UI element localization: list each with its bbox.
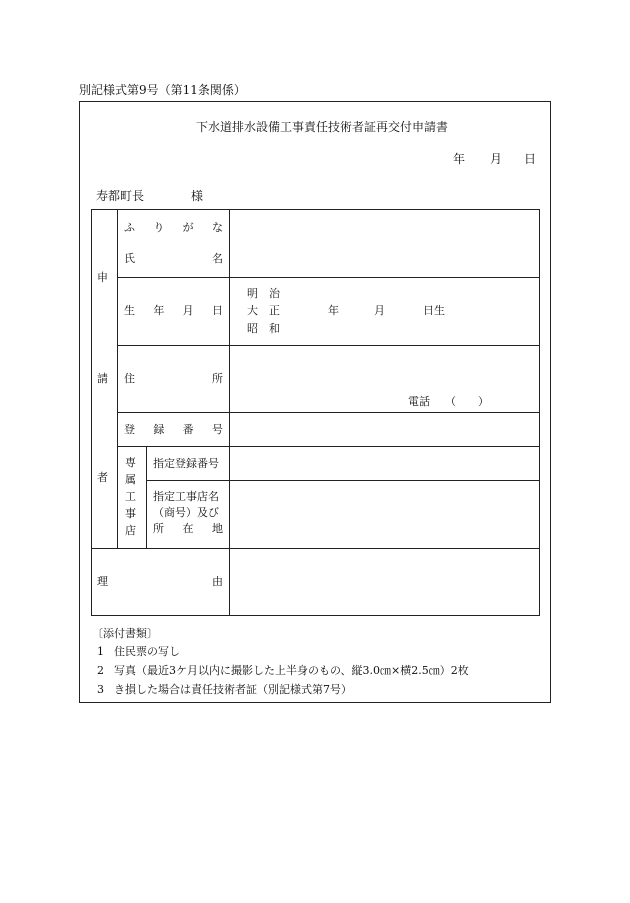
reason-field[interactable]	[230, 549, 539, 615]
era-option[interactable]: 大 正	[247, 304, 280, 317]
attachments-heading: 〔添付書類〕	[92, 627, 158, 640]
addressee-name: 寿都町長	[96, 189, 145, 203]
date-month: 月	[490, 152, 503, 166]
phone-field[interactable]: （ ）	[445, 395, 489, 408]
attachment-number: 3	[97, 683, 104, 696]
birth-year-label: 年	[328, 304, 339, 317]
attachment-item: き損した場合は責任技術者証（別記様式第7号）	[114, 683, 352, 696]
era-option[interactable]: 昭 和	[247, 322, 280, 335]
name-field[interactable]	[230, 210, 539, 276]
attachment-item: 住民票の写し	[114, 645, 180, 658]
attachment-item: 写真（最近3ケ月以内に撮影した上半身のもの、縦3.0㎝×横2.5㎝）2枚	[114, 664, 469, 677]
era-option[interactable]: 明 治	[247, 287, 280, 300]
shop-name-label: （商号）及び	[153, 506, 219, 519]
designated-registration-field[interactable]	[230, 447, 539, 479]
applicant-label: 者	[97, 471, 108, 484]
name-label: 氏 名	[124, 252, 223, 265]
attachment-number: 2	[97, 664, 104, 677]
registration-number-field[interactable]	[230, 413, 539, 445]
date-day: 日	[524, 152, 537, 166]
applicant-label: 請	[97, 372, 108, 385]
divider	[117, 209, 118, 548]
birth-day-label: 日生	[423, 304, 445, 317]
date-year: 年	[453, 152, 466, 166]
addressee-honorific: 様	[191, 189, 204, 203]
birthdate-label: 生 年 月 日	[124, 304, 223, 317]
reason-label: 理 由	[97, 575, 223, 588]
shop-field[interactable]	[230, 481, 539, 547]
designated-registration-label: 指定登録番号	[153, 457, 219, 470]
furigana-label: ふ り が な	[124, 221, 223, 234]
phone-label: 電話	[408, 395, 430, 408]
shop-name-label: 指定工事店名	[153, 490, 219, 503]
attachment-number: 1	[97, 645, 104, 658]
birth-month-label: 月	[374, 304, 385, 317]
form-number: 別記様式第9号（第11条関係）	[79, 83, 246, 97]
affiliated-shop-label: 専 属 工 事 店	[125, 456, 136, 537]
address-label: 住 所	[124, 372, 223, 385]
registration-number-label: 登 録 番 号	[124, 423, 223, 436]
shop-location-label: 所 在 地	[153, 522, 223, 535]
divider	[117, 277, 540, 278]
applicant-label: 申	[97, 271, 108, 284]
page-title: 下水道排水設備工事責任技術者証再交付申請書	[196, 120, 449, 134]
divider	[146, 446, 147, 548]
address-field[interactable]	[230, 346, 539, 390]
